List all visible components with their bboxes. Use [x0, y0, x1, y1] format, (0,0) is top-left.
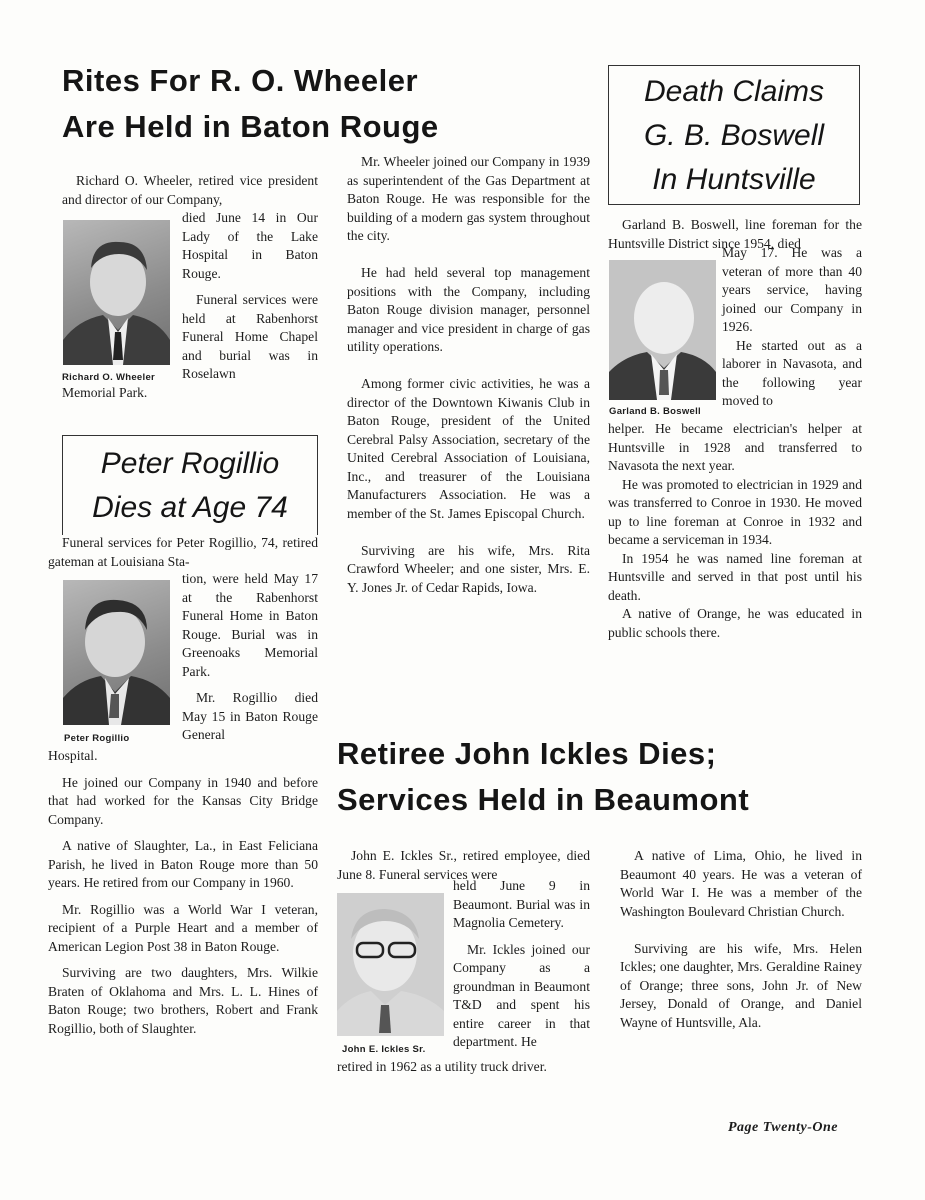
headline-line: Death Claims: [643, 75, 825, 108]
paragraph: held June 9 in Beaumont. Burial was in Magnolia Cemetery.: [453, 878, 590, 930]
boswell-body: [608, 420, 862, 642]
paragraph: Surviving are two daughters, Mrs. Wilkie Braten of Oklahoma and Mrs. L. L. Hines of Baton Rouge; two brothers, Robert and Frank Rogillio, both of Slaughter.: [48, 965, 318, 1036]
paragraph: Garland B. Boswell, line foreman for the Huntsville District since 1954, died: [608, 217, 862, 251]
ickles-photo: [337, 893, 444, 1036]
wheeler-body: [347, 153, 590, 597]
boswell-photo: [609, 260, 716, 400]
headline-line: Dies at Age 74: [92, 491, 288, 524]
ickles-beside: [453, 877, 590, 1052]
paragraph: Richard O. Wheeler, retired vice president and director of our Company,: [62, 173, 318, 207]
wheeler-photo: [63, 220, 170, 365]
paragraph: He joined our Company in 1940 and before that had worked for the Kansas City Bridge Company.: [48, 774, 318, 827]
paragraph: Mr. Ickles joined our Company as a groundman in Beaumont T&D and spent his entire career in that department. He: [453, 941, 590, 1049]
headline-line: In Huntsville: [652, 163, 816, 196]
rogillio-photo: [63, 580, 170, 725]
paragraph: Memorial Park.: [62, 385, 148, 400]
paragraph: Among former civic activities, he was a director of the Downtown Kiwanis Club in Baton Rouge, president of the United Cerebral Palsy Association, secretary of the United Cerebral Association of Louisiana, Inc., and treasurer of the Louisiana Manufacturers Association. He was a member of the St. James Episcopal Church.: [347, 376, 590, 521]
paragraph: A native of Slaughter, La., in East Feliciana Parish, he lived in Baton Rouge more than 50 years. He retired from our Company in 1960.: [48, 838, 318, 890]
boswell-caption: Garland B. Boswell: [609, 406, 701, 417]
headline-line: Rites For R. O. Wheeler: [62, 63, 419, 98]
paragraph: He started out as a laborer in Navasota, and the following year moved to: [722, 337, 862, 408]
wheeler-headline: [62, 58, 439, 150]
ickles-caption: John E. Ickles Sr.: [342, 1044, 426, 1055]
paragraph: Mr. Wheeler joined our Company in 1939 as superintendent of the Gas Department at Baton Rouge. He was responsible for the building of a modern gas system throughout the city.: [347, 154, 590, 243]
paragraph: Surviving are his wife, Mrs. Rita Crawford Wheeler; and one sister, Mrs. E. Y. Jones Jr. of Cedar Rapids, Iowa.: [347, 542, 590, 595]
headline-line: Peter Rogillio: [100, 447, 280, 480]
paragraph: Mr. Rogillio was a World War I veteran, recipient of a Purple Heart and a member of American Legion Post 38 in Baton Rouge.: [48, 901, 318, 954]
ickles-body: [620, 847, 862, 1032]
paragraph: Funeral services for Peter Rogillio, 74, retired gateman at Louisiana Sta-: [48, 535, 318, 569]
paragraph: Mr. Rogillio died May 15 in Baton Rouge General: [182, 690, 318, 742]
wheeler-caption: Richard O. Wheeler: [62, 372, 156, 383]
paragraph: retired in 1962 as a utility truck driver.: [337, 1059, 547, 1074]
rogillio-intro: [48, 534, 318, 571]
wheeler-tail: [62, 384, 318, 403]
headline-line: Services Held in Beaumont: [337, 782, 750, 817]
ickles-headline: [337, 731, 749, 823]
paragraph: He was promoted to electrician in 1929 and was transferred to Conroe in 1930. He moved up to line foreman at Conroe in 1932 and became a serviceman in 1934.: [608, 476, 862, 547]
paragraph: tion, were held May 17 at the Rabenhorst Funeral Home in Baton Rouge. Burial was in Greenoaks Memorial Park.: [182, 571, 318, 679]
paragraph: Surviving are his wife, Mrs. Helen Ickles; one daughter, Mrs. Geraldine Rainey of Orange; three sons, John Jr. of New Jersey, Donald of Orange, and Daniel Wayne of Huntsville, Ala.: [620, 940, 862, 1030]
paragraph: died June 14 in Our Lady of the Lake Hospital in Baton Rouge.: [182, 210, 318, 281]
paragraph: helper. He became electrician's helper at Huntsville in 1928 and transferred to Navasota the next year.: [608, 421, 862, 473]
page-number: Page Twenty-One: [728, 1120, 839, 1135]
wheeler-intro: [62, 172, 318, 209]
rogillio-headline-box: [62, 435, 318, 535]
paragraph: In 1954 he was named line foreman at Huntsville and served in that post until his death.: [608, 550, 862, 603]
paragraph: Hospital.: [48, 748, 98, 763]
wheeler-beside: [182, 209, 318, 384]
headline-line: G. B. Boswell: [643, 119, 825, 152]
paragraph: May 17. He was a veteran of more than 40 years service, having joined our Company in 1926.: [722, 245, 862, 334]
headline-line: Retiree John Ickles Dies;: [337, 736, 717, 771]
boswell-headline-box: [608, 65, 860, 205]
paragraph: John E. Ickles Sr., retired employee, died June 8. Funeral services were: [337, 848, 590, 882]
rogillio-body: [48, 747, 318, 1038]
ickles-tail: [337, 1058, 590, 1077]
boswell-beside: [722, 244, 862, 411]
rogillio-caption: Peter Rogillio: [64, 733, 130, 744]
headline-line: Are Held in Baton Rouge: [62, 109, 439, 144]
paragraph: A native of Lima, Ohio, he lived in Beaumont 40 years. He was a veteran of World War I. He was a member of the Washington Boulevard Christian Church.: [620, 848, 862, 919]
paragraph: Funeral services were held at Rabenhorst Funeral Home Chapel and burial was in Roselawn: [182, 292, 318, 381]
rogillio-beside: [182, 570, 318, 745]
paragraph: A native of Orange, he was educated in public schools there.: [608, 606, 862, 640]
paragraph: He had held several top management positions with the Company, including Baton Rouge division manager, personnel manager and vice president in charge of gas utility operations.: [347, 265, 590, 354]
